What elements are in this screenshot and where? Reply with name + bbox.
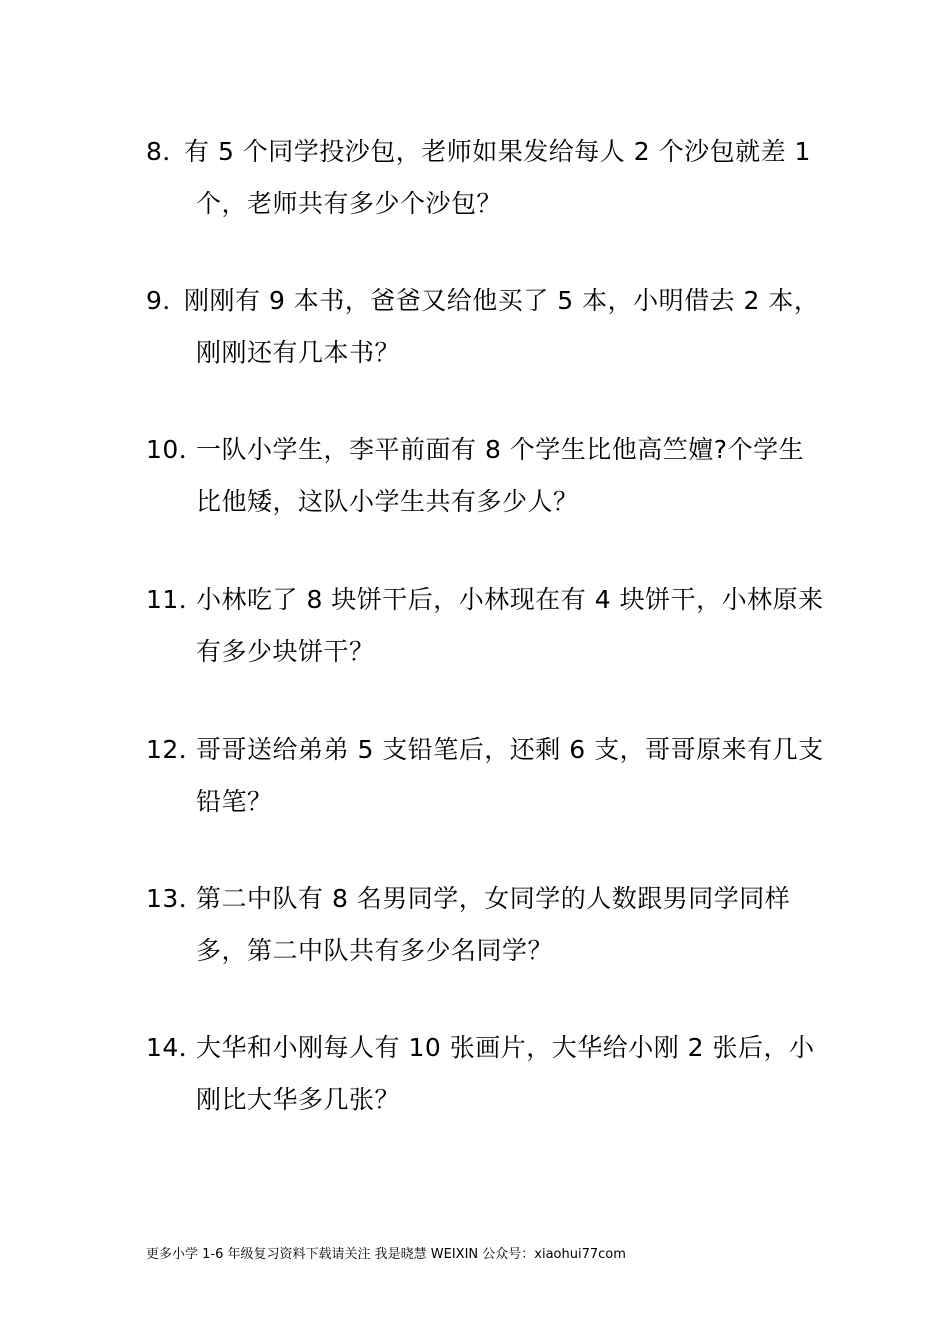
page-footer: 更多小学 1-6 年级复习资料下载请关注 我是晓慧 WEIXIN 公众号：xiaohui77com (146, 1247, 626, 1262)
problem-text-line-2: 刚比大华多几张？ (196, 1085, 401, 1114)
problem-number: 11． (146, 585, 205, 614)
problem-text-line-1: 刚刚有 9 本书，爸爸又给他买了 5 本，小明借去 2 本， (184, 286, 820, 315)
problem-text-line-2: 多，第二中队共有多少名同学？ (196, 936, 554, 965)
problem-number: 14． (146, 1033, 205, 1062)
problem-13 (146, 873, 816, 977)
problem-number: 8． (146, 137, 188, 166)
problem-text-line-1: 大华和小刚每人有 10 张画片，大华给小刚 2 张后，小 (196, 1033, 815, 1062)
problem-text-line-1: 第二中队有 8 名男同学，女同学的人数跟男同学同样 (196, 884, 791, 913)
problem-14 (146, 1022, 816, 1126)
problem-text-line-2: 个，老师共有多少个沙包？ (196, 189, 503, 218)
problem-text-line-2: 比他矮，这队小学生共有多少人？ (196, 487, 579, 516)
problem-text-line-1: 哥哥送给弟弟 5 支铅笔后，还剩 6 支，哥哥原来有几支 (196, 735, 824, 764)
problem-8 (146, 126, 816, 230)
problem-12 (146, 724, 824, 828)
problem-text-line-1: 小林吃了 8 块饼干后，小林现在有 4 块饼干，小林原来 (196, 585, 824, 614)
problem-text-line-1: 有 5 个同学投沙包，老师如果发给每人 2 个沙包就差 1 (184, 137, 811, 166)
problem-9 (146, 275, 820, 379)
problem-text-line-1: 一队小学生，李平前面有 8 个学生比他高竺嬗?个学生 (196, 435, 805, 464)
problem-text-line-2: 有多少块饼干？ (196, 637, 375, 666)
problem-number: 10． (146, 435, 205, 464)
problem-11 (146, 574, 824, 678)
problem-10 (146, 424, 816, 528)
problem-text-line-2: 铅笔？ (196, 787, 273, 816)
problem-text-line-2: 刚刚还有几本书？ (196, 338, 401, 367)
problem-number: 9． (146, 286, 188, 315)
problem-number: 13． (146, 884, 205, 913)
problem-number: 12． (146, 735, 205, 764)
